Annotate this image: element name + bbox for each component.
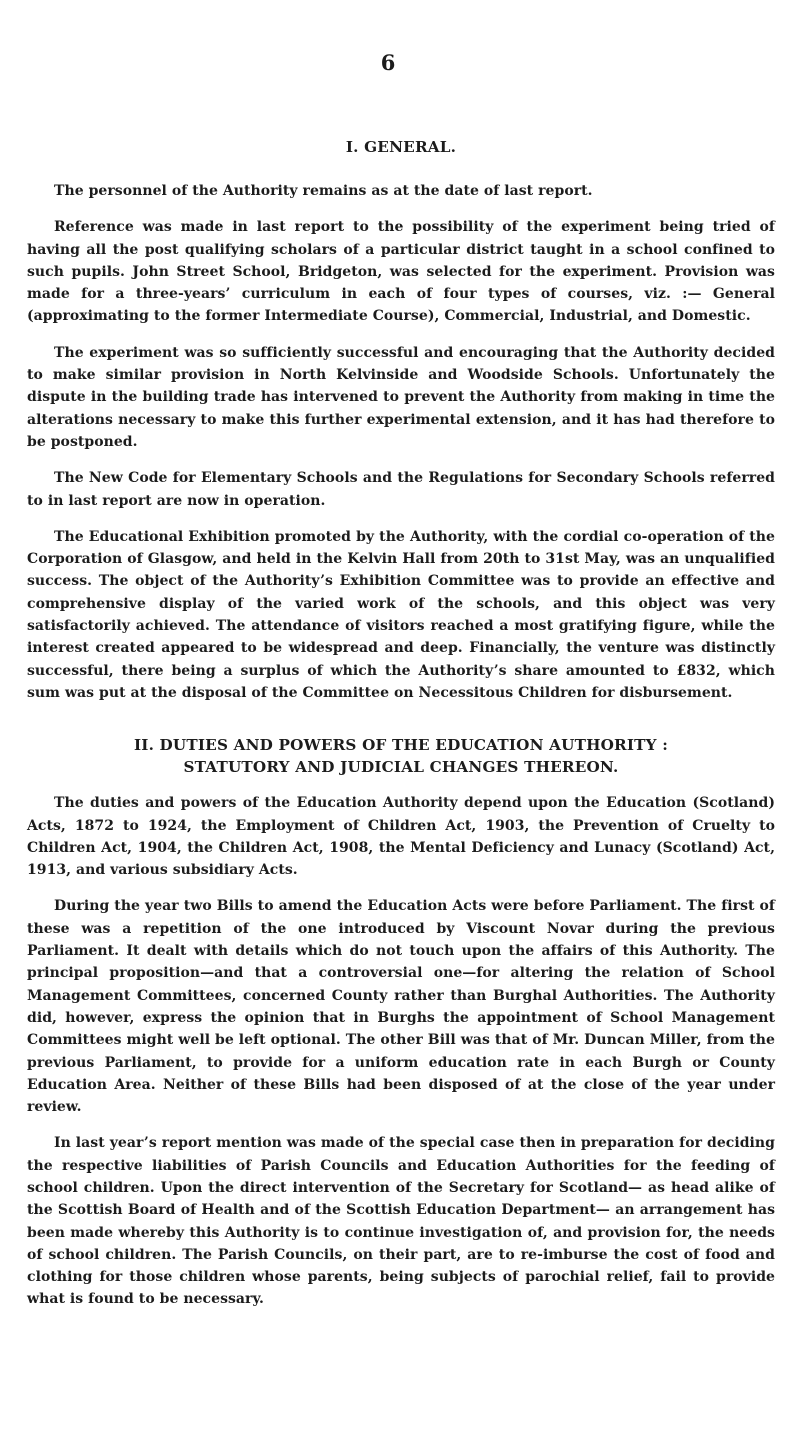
heading-line: STATUTORY AND JUDICIAL CHANGES THEREON.	[183, 758, 619, 777]
paragraph-extension: The experiment was so sufficiently successful and encouraging that the Authority decided to make similar provision in North Kelvinside and Woodside Schools. Unfortunately the dispute in the building trade has intervened to prevent the Authority from making in time the alterations necessary to make this further experimental extension, and it has had therefore to be postponed.	[27, 344, 775, 450]
page-number: 6	[380, 50, 396, 75]
section-heading-duties	[27, 734, 775, 778]
section-heading-general	[27, 136, 775, 158]
page-content	[27, 136, 775, 1325]
paragraph-exhibition: The Educational Exhibition promoted by the Authority, with the cordial co-operation of the Corporation of Glasgow, and held in the Kelvin Hall from 20th to 31st May, was an unqualified success. The object of the Authority’s Exhibition Committee was to provide an effective and comprehensive display of the varied work of the schools, and this object was very satisfactorily achieved. The attendance of visitors reached a most gratifying figure, while the interest created appeared to be widespread and deep. Financially, the venture was distinctly successful, there being a surplus of which the Authority’s share amounted to £832, which sum was put at the disposal of the Committee on Necessitous Children for disbursement.	[27, 528, 775, 701]
paragraph-bills: During the year two Bills to amend the Education Acts were before Parliament. The first of these was a repetition of the one introduced by Viscount Novar during the previous Parliament. It dealt with details which do not touch upon the affairs of this Authority. The principal proposition—and that a controversial one—for altering the relation of School Management Committees, concerned County rather than Burghal Authorities. The Authority did, however, express the opinion that in Burghs the appointment of School Management Committees might well be left optional. The other Bill was that of Mr. Duncan Miller, from the previous Parliament, to provide for a uniform education rate in each Burgh or County Education Area. Neither of these Bills had been disposed of at the close of the year under review.	[27, 898, 775, 1116]
paragraph-experiment: Reference was made in last report to the possibility of the experiment being tried of having all the post qualifying scholars of a particular district taught in a school confined to such pupils. John Street School, Bridgeton, was selected for the experiment. Provision was made for a three-years’ curriculum in each of four types of courses, viz. :— General (approximating to the former Intermediate Course), Commercial, Industrial, and Domestic.	[27, 219, 775, 325]
paragraph-personnel: The personnel of the Authority remains as at the date of last report.	[54, 183, 593, 199]
paragraph-acts: The duties and powers of the Education Authority depend upon the Education (Scotland) Acts, 1872 to 1924, the Employment of Children Act, 1903, the Prevention of Cruelty to Children Act, 1904, the Children Act, 1908, the Mental Deficiency and Lunacy (Scotland) Act, 1913, and various subsidiary Acts.	[27, 795, 775, 879]
section-duties-powers	[27, 734, 775, 1311]
paragraph-new-code: The New Code for Elementary Schools and the Regulations for Secondary Schools referred to in last report are now in operation.	[27, 470, 775, 509]
heading-line: I. GENERAL.	[345, 138, 457, 156]
paragraph-feeding: In last year’s report mention was made of the special case then in preparation for deciding the respective liabilities of Parish Councils and Education Authorities for the feeding of school children. Upon the direct intervention of the Secretary for Scotland— as head alike of the Scottish Board of Health and of the Scottish Education Department— an arrangement has been made whereby this Authority is to continue investigation of, and provision for, the needs of school children. The Parish Councils, on their part, are to re-imburse the cost of food and clothing for those children whose parents, being subjects of parochial relief, fail to provide what is found to be necessary.	[27, 1135, 775, 1308]
section-general	[27, 136, 775, 704]
heading-line: II. DUTIES AND POWERS OF THE EDUCATION AUTHORITY :	[133, 736, 669, 755]
